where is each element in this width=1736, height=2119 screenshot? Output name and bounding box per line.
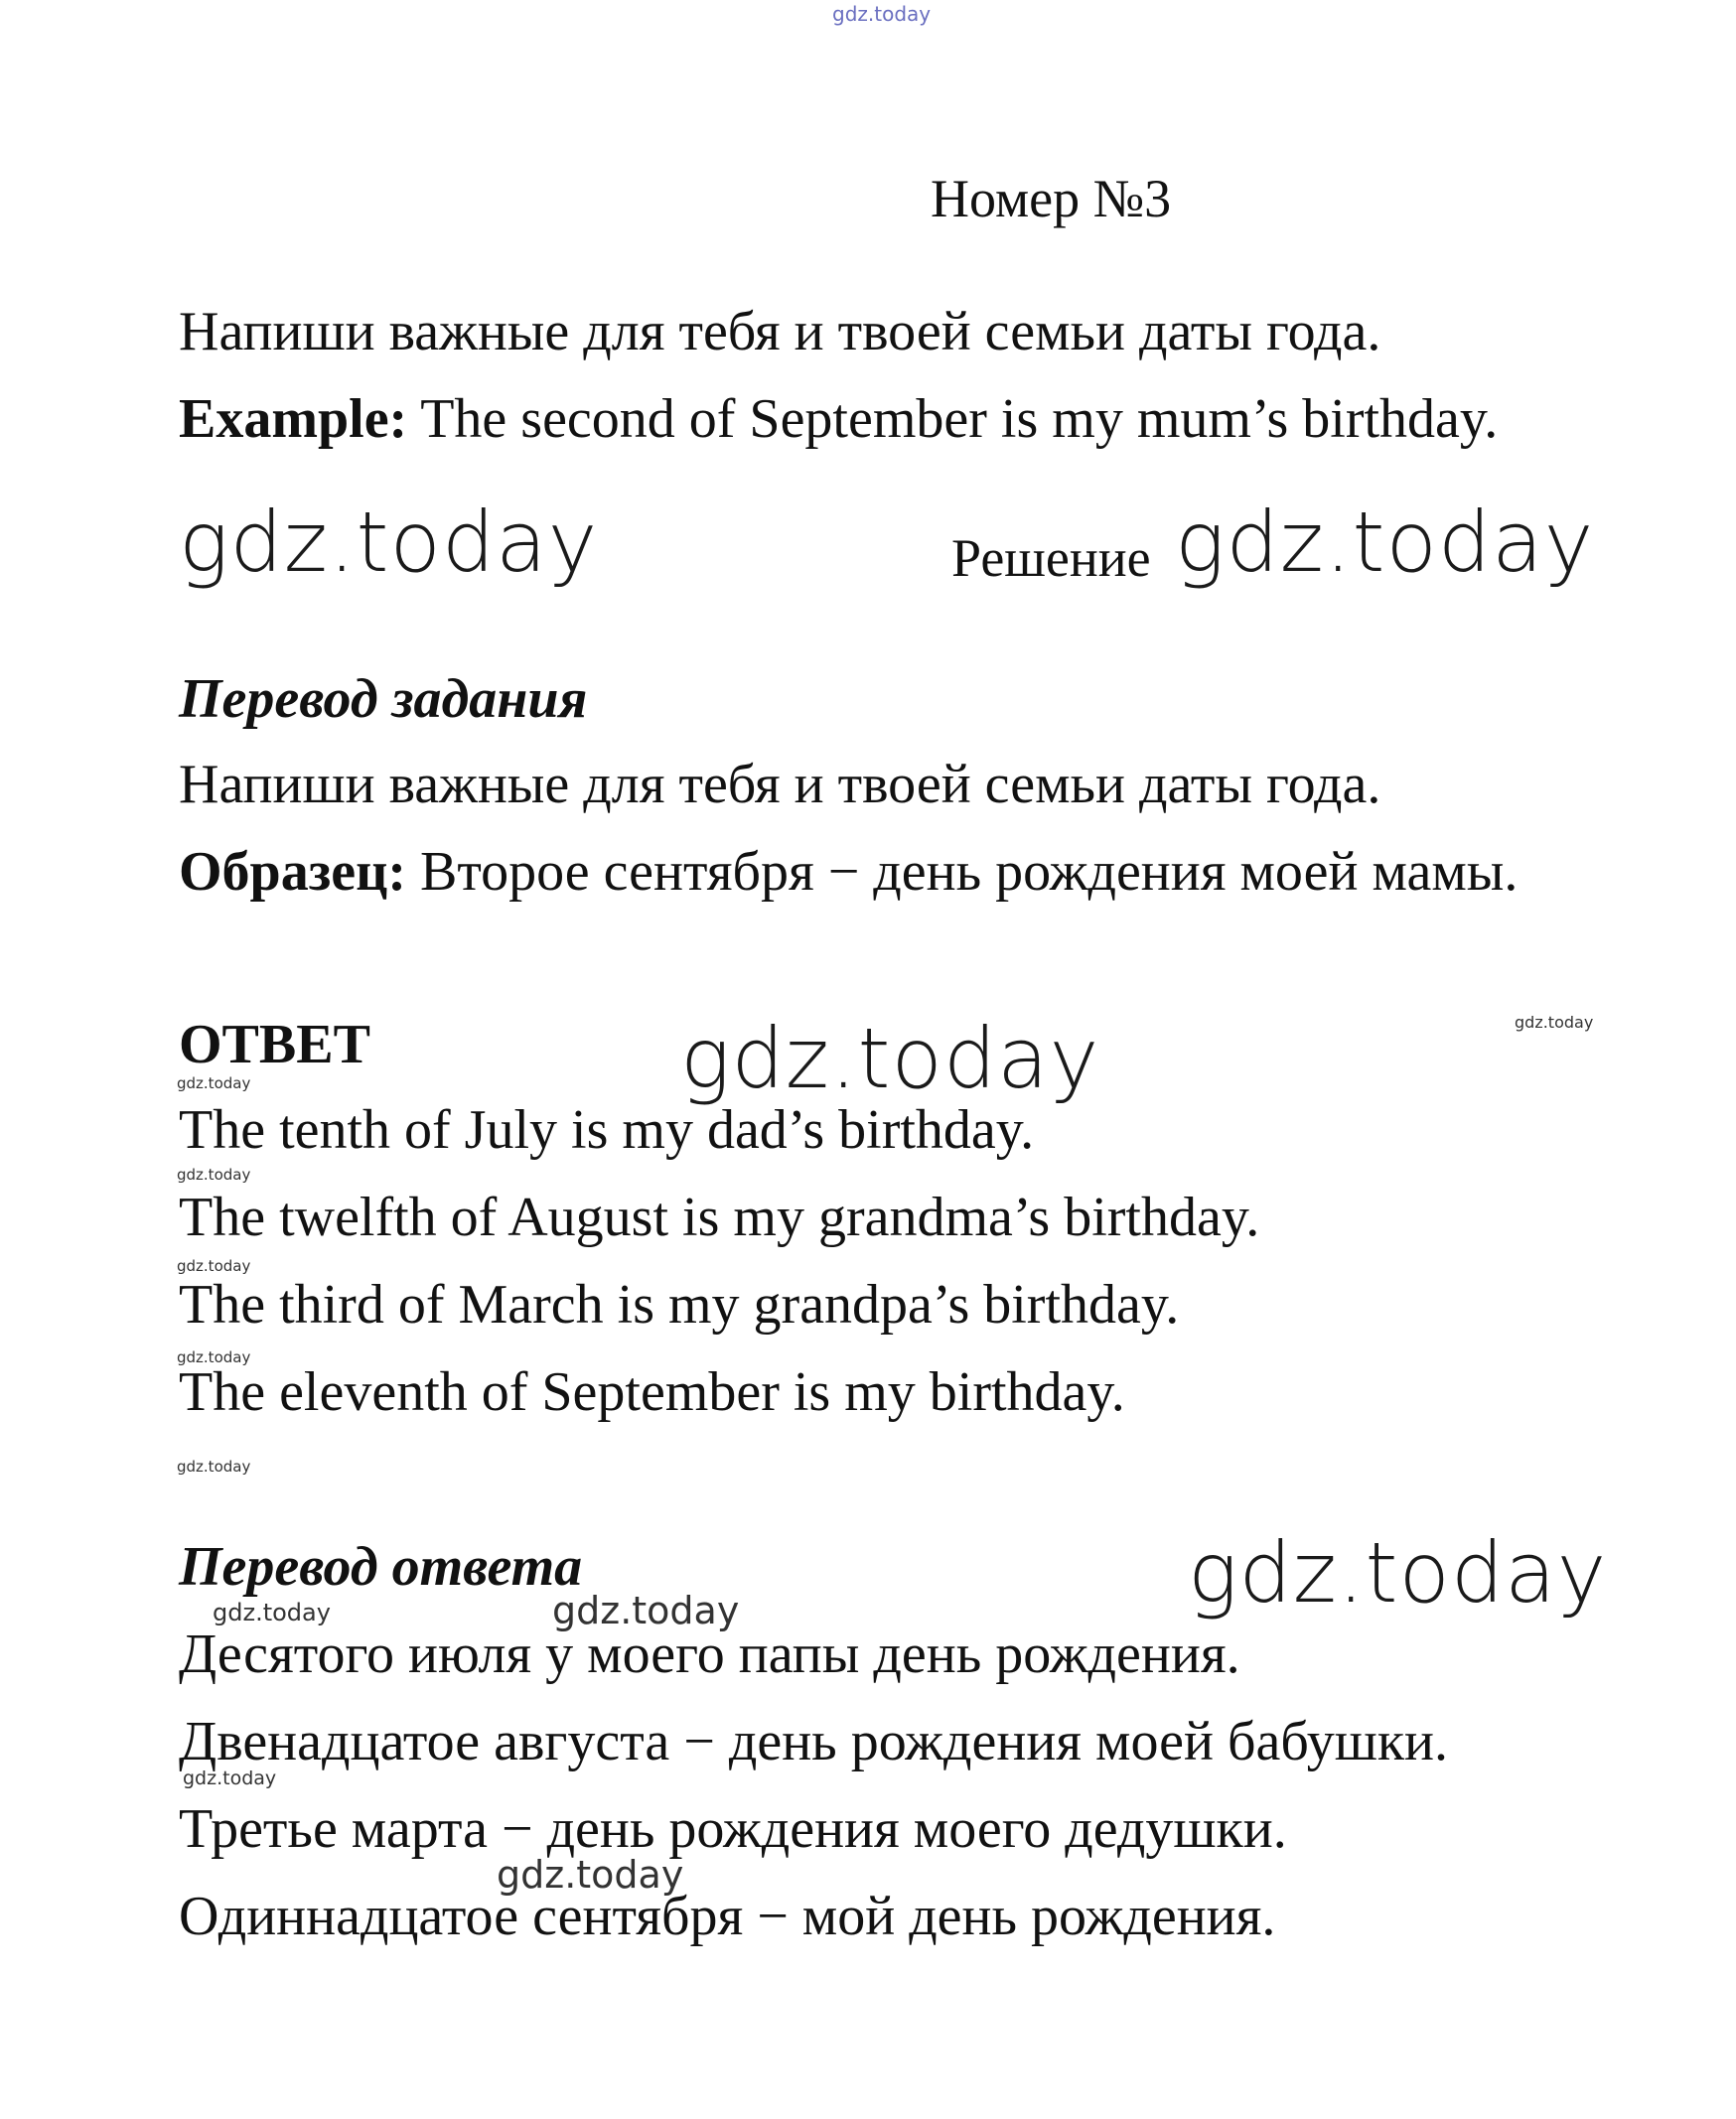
watermark-small: gdz.today — [1515, 1013, 1594, 1032]
translation-task-sample — [179, 840, 1518, 904]
answer-line: The twelfth of August is my grandma’s birthday. — [179, 1187, 1260, 1248]
watermark-small: gdz.today — [177, 1348, 251, 1366]
answer-line: The third of March is my grandpa’s birthday. — [179, 1274, 1180, 1336]
watermark-large: gdz.today — [1175, 494, 1595, 591]
watermark-medium: gdz.today — [497, 1853, 684, 1897]
watermark-large: gdz.today — [179, 494, 599, 591]
page-title: Номер №3 — [931, 169, 1172, 228]
watermark-small: gdz.today — [183, 1767, 277, 1789]
task-instruction: Напиши важные для тебя и твоей семьи даты года. — [179, 301, 1381, 362]
watermark-small: gdz.today — [177, 1166, 251, 1184]
watermark-small: gdz.today — [177, 1257, 251, 1275]
translation-task-heading: Перевод задания — [179, 668, 588, 730]
top-watermark: gdz.today — [832, 2, 932, 26]
solution-label: Решение — [951, 528, 1151, 588]
answer-line: The eleventh of September is my birthday. — [179, 1361, 1125, 1423]
example-label: Example: — [179, 388, 408, 450]
translation-answer-heading: Перевод ответа — [179, 1536, 583, 1598]
translation-answer-line: Одиннадцатое сентября − мой день рождения. — [179, 1886, 1276, 1947]
sample-label: Образец: — [179, 841, 406, 903]
answer-heading: ОТВЕТ — [179, 1014, 370, 1075]
translation-answer-line: Десятого июля у моего папы день рождения. — [179, 1624, 1240, 1685]
watermark-large: gdz.today — [680, 1010, 1100, 1107]
task-example — [179, 387, 1498, 451]
sample-text: Второе сентября − день рождения моей мамы. — [419, 841, 1519, 903]
translation-answer-line: Третье марта − день рождения моего дедушки. — [179, 1798, 1287, 1860]
translation-answer-line: Двенадцатое августа − день рождения моей бабушки. — [179, 1711, 1448, 1772]
example-text: The second of September is my mum’s birthday. — [420, 388, 1499, 450]
translation-task-instruction: Напиши важные для тебя и твоей семьи даты года. — [179, 754, 1381, 815]
watermark-small: gdz.today — [177, 1074, 251, 1092]
watermark-small: gdz.today — [213, 1599, 331, 1626]
answer-line: The tenth of July is my dad’s birthday. — [179, 1099, 1035, 1161]
watermark-small: gdz.today — [177, 1458, 251, 1476]
watermark-medium: gdz.today — [552, 1589, 740, 1632]
watermark-large: gdz.today — [1188, 1524, 1608, 1622]
